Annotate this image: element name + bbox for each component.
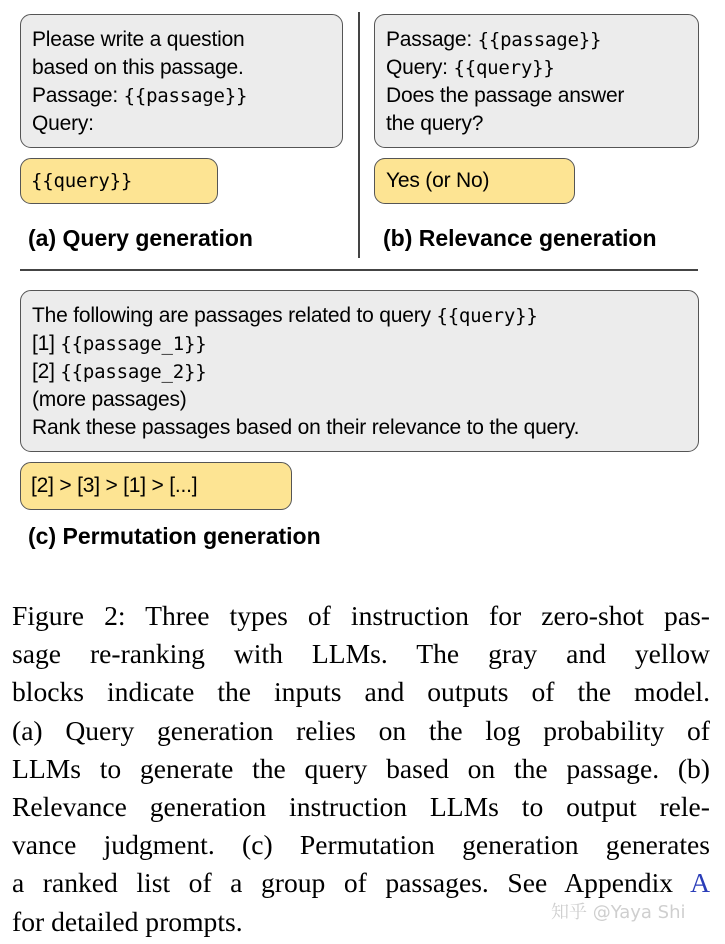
- prompt-line: [32, 358, 579, 386]
- prompt-text: [1]: [32, 332, 61, 355]
- prompt-line: [386, 54, 624, 82]
- caption-text: a ranked list of a group of passages. See Appendix: [12, 867, 691, 899]
- watermark: 知乎 @Yaya Shi: [551, 902, 686, 923]
- vertical-divider: [358, 12, 360, 258]
- passage-placeholder: {{passage}}: [123, 85, 248, 107]
- figure-caption: [12, 597, 710, 941]
- query-placeholder: {{query}}: [436, 305, 538, 327]
- relevance-output: Yes (or No): [386, 169, 490, 192]
- query-generation-output-block: [20, 158, 218, 204]
- prompt-line: Please write a question: [32, 28, 245, 51]
- prompt-line: Query:: [32, 112, 94, 135]
- prompt-line: based on this passage.: [32, 56, 244, 79]
- caption-line: LLMs to generate the query based on the passage. (b): [12, 752, 710, 784]
- caption-line: Figure 2: Three types of instruction for zero-shot pas-: [12, 600, 710, 631]
- passage-1-placeholder: {{passage_1}}: [60, 333, 207, 355]
- query-generation-input-block: [20, 14, 343, 148]
- permutation-generation-prompt: [32, 302, 579, 442]
- prompt-line: (more passages): [32, 388, 187, 411]
- prompt-line: Rank these passages based on their relevance to the query.: [32, 416, 580, 439]
- relevance-generation-prompt: [386, 26, 624, 138]
- prompt-line: [32, 82, 247, 110]
- prompt-text: Passage:: [32, 84, 124, 107]
- appendix-link[interactable]: A: [690, 867, 710, 899]
- passage-2-placeholder: {{passage_2}}: [60, 361, 207, 383]
- panel-b-caption: (b) Relevance generation: [383, 225, 657, 251]
- relevance-generation-output-block: [374, 158, 575, 204]
- caption-line: (a) Query generation relies on the log probability of: [12, 714, 710, 746]
- query-generation-prompt: [32, 26, 247, 138]
- caption-line: Relevance generation instruction LLMs to output rele-: [12, 791, 710, 823]
- prompt-text: The following are passages related to query: [32, 304, 437, 327]
- panel-c-caption: (c) Permutation generation: [28, 523, 321, 549]
- caption-line: sage re-ranking with LLMs. The gray and yellow: [12, 638, 710, 670]
- prompt-text: Query:: [386, 56, 454, 79]
- prompt-text: Passage:: [386, 28, 478, 51]
- query-placeholder: {{query}}: [453, 57, 555, 79]
- passage-placeholder: {{passage}}: [477, 29, 602, 51]
- caption-line: vance judgment. (c) Permutation generation generates: [12, 829, 710, 861]
- caption-line: [12, 864, 710, 902]
- prompt-line: the query?: [386, 112, 484, 135]
- permutation-output: [2] > [3] > [1] > [...]: [31, 474, 198, 497]
- caption-line: blocks indicate the inputs and outputs of the model.: [12, 676, 710, 708]
- prompt-line: [32, 330, 579, 358]
- permutation-generation-output-block: [20, 462, 292, 510]
- permutation-generation-input-block: [20, 290, 699, 452]
- prompt-line: Does the passage answer: [386, 84, 625, 107]
- prompt-line: [32, 302, 579, 330]
- horizontal-divider: [20, 269, 698, 271]
- relevance-generation-input-block: [374, 14, 699, 148]
- caption-line: for detailed prompts.: [12, 905, 243, 937]
- panel-a-caption: (a) Query generation: [28, 225, 253, 251]
- query-placeholder-output: {{query}}: [31, 170, 133, 192]
- prompt-text: [2]: [32, 360, 61, 383]
- prompt-line: [386, 26, 624, 54]
